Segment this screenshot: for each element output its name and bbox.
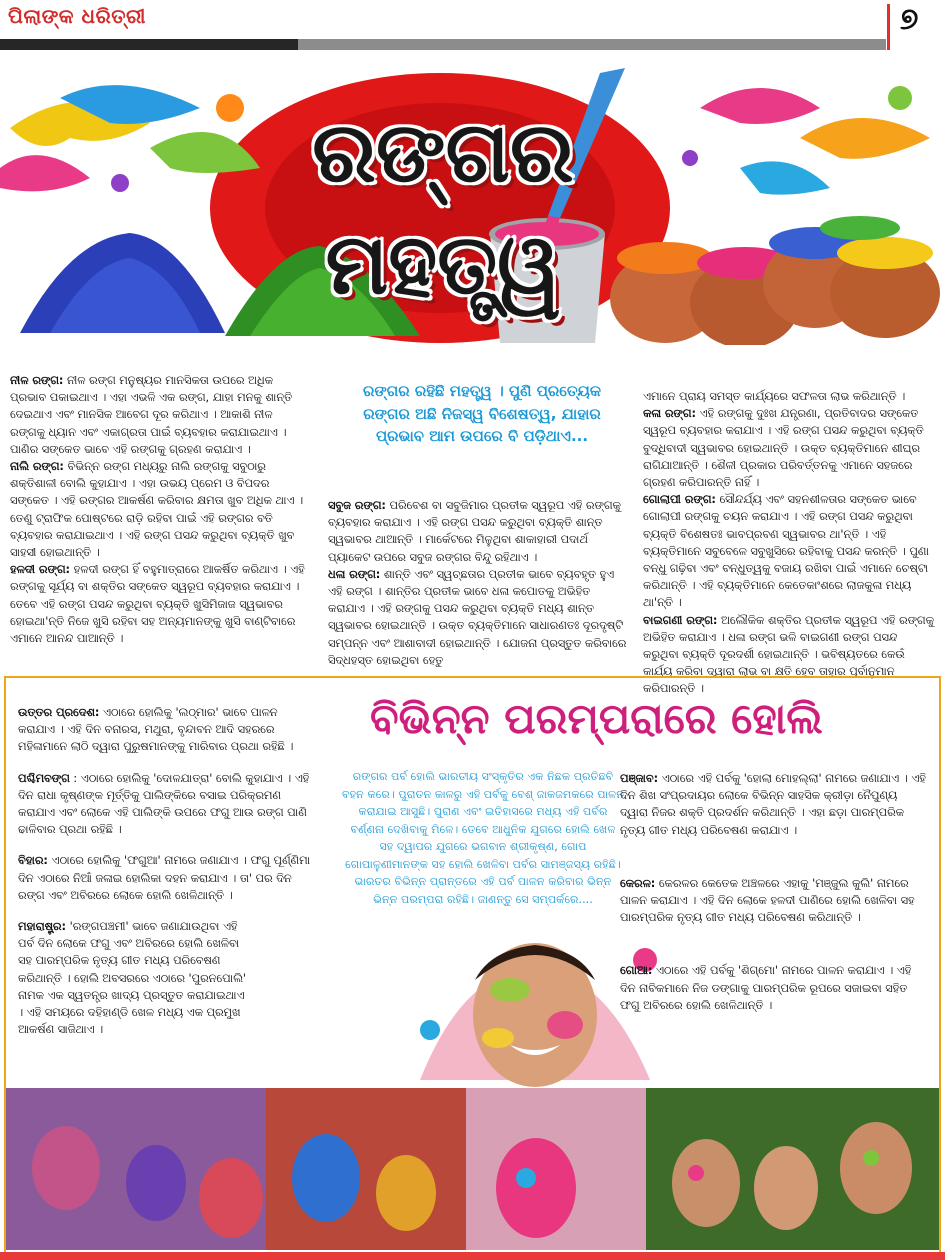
color-paragraph — [643, 388, 935, 405]
color-paragraph — [10, 561, 310, 647]
color-heading: କଳା ରଙ୍ଗ: — [643, 407, 696, 421]
region-heading: ବିହାର: — [18, 854, 48, 868]
color-heading: ସବୁଜ ରଙ୍ଗ: — [328, 499, 386, 512]
page-bottom-rule — [0, 1252, 945, 1260]
color-paragraph — [643, 405, 935, 491]
holi-intro: ରଙ୍ଗର ପର୍ବ ହୋଲି ଭାରତୀୟ ସଂସ୍କୃତିର ଏକ ନିଛକ ପ୍ରତିଛବି ବହନ କରେ। ପୁରାତନ କାଳରୁ ଏହି ପର୍ବକୁ ବେଶ୍ ଜାକଜମକରେ ପାଳନ କରାଯାଇ ଆସୁଛି। ପୁରାଣ ଏବଂ ଇତିହାସରେ ମଧ୍ୟ ଏହି ପର୍ବର ବର୍ଣ୍ଣନା ଦେଖିବାକୁ ମିଳେ। ତେବେ ଆଧୁନିକ ଯୁଗରେ ହୋଲି ଖେଳ ସହ ଦ୍ୱାପର ଯୁଗରେ ଭଗବାନ ଶ୍ରୀକୃଷ୍ଣ, ଗୋପ ଗୋପାଳୁଣୀମାନଙ୍କ ସହ ହୋଲି ଖେଳିବା ପର୍ବର ସାମଞ୍ଜସ୍ୟ ରହିଛି। ଭାରତର ବିଭିନ୍ନ ପ୍ରାନ୍ତରେ ଏହି ପର୍ବ ପାଳନ କରିବାର ଭିନ୍ନ ଭିନ୍ନ ପରମ୍ପରା ରହିଛି। ଜାଣନ୍ତୁ ସେ ସମ୍ପର୍କରେ.... — [342, 770, 624, 906]
holi-paragraph — [620, 875, 926, 927]
region-heading: ମହାରାଷ୍ଟ୍ର: — [18, 920, 67, 934]
holi-column-left — [18, 704, 318, 1038]
holi-column-right — [620, 770, 926, 1014]
color-heading: ଗୋଲାପୀ ରଙ୍ଗ: — [643, 493, 716, 507]
region-text: ଏଠାରେ ଏହି ପର୍ବକୁ 'ହୋଲା ମୋହଲ୍ଲା' ନାମରେ ଜଣାଯାଏ । ଏହି ଦିନ ଶିଖ ସଂପ୍ରଦାୟର ଲୋକେ ବିଭିନ୍ନ ସାହସିକ କ୍ରୀଡ଼ା ନୈପୁଣ୍ୟ ଦ୍ୱାରା ନିଜର ଶକ୍ତି ପ୍ରଦର୍ଶନ କରିଥାନ୍ତି । ଏହା ଛଡ଼ା ପାରମ୍ପରିକ ନୃତ୍ୟ ଗୀତ ମଧ୍ୟ ପରିବେଷଣ କରାଯାଏ । — [620, 772, 926, 837]
color-text: ବିଭିନ୍ନ ରଙ୍ଗ ମଧ୍ୟରୁ ନାଲି ରଙ୍ଗକୁ ସବୁଠାରୁ ଶକ୍ତିଶାଳୀ ବୋଲି କୁହାଯାଏ । ଏହା ଉଭୟ ପ୍ରେମ ଓ ବିପଦର ସଙ୍କେତ । ଏହି ରଙ୍ଗର ଆକର୍ଷଣ କରିବାର କ୍ଷମତା ଖୁବ ଅଧିକ ଥାଏ । ତେଣୁ ଟ୍ରାଫିକ ପୋଷ୍ଟରେ ରାଡ଼ି ରହିବା ପାଇଁ ଏହି ରଙ୍ଗର ବତି ବ୍ୟବହାର କରାଯାଇଥାଏ । ଏହି ରଙ୍ଗ ପସନ୍ଦ କରୁଥିବା ବ୍ୟକ୍ତି ଖୁବ ସାହସୀ ହୋଇଥାନ୍ତି । — [10, 460, 304, 560]
banner-title-line-2: ମହତ୍ତ୍ୱ — [325, 215, 561, 313]
color-paragraph — [643, 491, 935, 611]
banner-image — [0, 68, 945, 345]
colors-column-right — [643, 388, 935, 698]
region-heading: ପଞ୍ଜାବ: — [620, 772, 659, 785]
masthead — [0, 0, 945, 52]
banner-title — [293, 96, 593, 320]
color-text: ଏହି ରଙ୍ଗକୁ ଦୁଃଖ ଯନ୍ତ୍ରଣା, ପ୍ରତିବାଦର ସଙ୍କେତ ସ୍ୱରୂପ ବ୍ୟବହାର କରାଯାଏ । ଏହି ରଙ୍ଗ ପସନ୍ଦ କରୁଥିବା ବ୍ୟକ୍ତି ବୁଦ୍ଧିବାଦୀ ସ୍ୱଭାବର ହୋଇଥାନ୍ତି । ଉକ୍ତ ବ୍ୟକ୍ତିମାନେ ଶୀଘ୍ର ରାଗିଯାଆନ୍ତି । ଶୈଳୀ ପ୍ରକାର ପରିବର୍ତ୍ତନକୁ ଏମାନେ ସହଜରେ ଗ୍ରହଣ କରିପାରନ୍ତି ନାହିଁ । — [643, 407, 924, 490]
pull-quote: ରଙ୍ଗର ରହିଛି ମହତ୍ତ୍ୱ । ପୁଣି ପ୍ରତ୍ୟେକ ରଙ୍ଗର ଅଛି ନିଜସ୍ୱ ବିଶେଷତ୍ୱ, ଯାହାର ପ୍ରଭାବ ଆମ ଉପରେ ବି ପଡ଼ିଥାଏ... — [363, 382, 601, 445]
color-heading: ଧଳା ରଙ୍ଗ: — [328, 567, 381, 581]
holi-paragraph — [18, 918, 248, 1038]
color-paragraph — [10, 372, 310, 458]
color-text: ହଳଦୀ ରଙ୍ଗ ହିଁ ବହୁମାତ୍ରାରେ ଆକର୍ଷିତ କରିଥାଏ । ଏହି ରଙ୍ଗକୁ ସୂର୍ଯ୍ୟ ବା ଶକ୍ତିର ସଙ୍କେତ ସ୍ୱରୂପ ବ୍ୟବହାର କରାଯାଏ । ତେବେ ଏହି ରଙ୍ଗ ପସନ୍ଦ କରୁଥିବା ବ୍ୟକ୍ତି ଖୁସିମିଜାଜ ସ୍ୱଭାବର ହୋଇଥା'ନ୍ତି ନିଜେ ଖୁସି ରହିବା ସହ ଅନ୍ୟମାନଙ୍କୁ ଖୁସି ବାଣ୍ଟିବାରେ ଏମାନେ ଆନନ୍ଦ ପାଆନ୍ତି । — [10, 563, 305, 646]
region-heading: ପଶ୍ଚିମବଙ୍ଗ — [18, 771, 70, 785]
color-text: ସୌନ୍ଦର୍ଯ୍ୟ ଏବଂ ସହନଶୀଳତାର ସଙ୍କେତ ଭାବେ ଗୋଲାପୀ ରଙ୍ଗକୁ ଚୟନ କରାଯାଏ । ଏହି ରଙ୍ଗ ପସନ୍ଦ କରୁଥିବା ବ୍ୟକ୍ତି ବିଶେଷତଃ ଭାବପ୍ରବଣ ସ୍ୱଭାବର ଥା'ନ୍ତି । ଏହି ବ୍ୟକ୍ତିମାନେ ସବୁବେଳେ ସବୁଖୁସିରେ ରହିବାକୁ ପସନ୍ଦ କରନ୍ତି । ପୁଣା ବନ୍ଧୁ ଗଢ଼ିବା ଏବଂ ବନ୍ଧୁତ୍ୱକୁ ବଜାୟ ରଖିବା ପାଇଁ ଏମାନେ ଚେଷ୍ଟା କରିଥାନ୍ତି । ଏହି ବ୍ୟକ୍ତିମାନେ କେତେକାଂଶରେ ଲାଜକୁଳା ମଧ୍ୟ ଥା'ନ୍ତି । — [643, 493, 929, 610]
holi-crowd-photo — [6, 1088, 939, 1250]
color-heading: ନୀଳ ରଙ୍ଗ: — [10, 374, 64, 387]
masthead-bar-dark — [0, 39, 298, 50]
page-number: ୭ — [900, 2, 919, 37]
masthead-divider — [887, 4, 890, 50]
color-text: ଅଲୌକିକ ଶକ୍ତିର ପ୍ରତୀକ ସ୍ୱରୂପ ଏହି ରଙ୍ଗକୁ ଅଭିହିତ କରାଯାଏ । ଧଳା ରଙ୍ଗ ଭଳି ବାଇଗଣୀ ରଙ୍ଗ ପସନ୍ଦ କରୁଥିବା ବ୍ୟକ୍ତି ଦୂରଦର୍ଶୀ ହୋଇଥାନ୍ତି । ଭବିଷ୍ୟତରେ କେଉଁ କାର୍ଯ୍ୟ କରିବା ଦ୍ୱାରା ଲାଭ ବା କ୍ଷତି ହେବ ତାହାର ପୂର୍ବାନୁମାନ କରିପାରନ୍ତି । — [643, 613, 934, 696]
banner-title-line-1: ରଙ୍ଗର — [312, 103, 574, 201]
region-text: କେରଳର କେତେକ ଅଞ୍ଚଳରେ ଏହାକୁ 'ମଞ୍ଜୁଲ କୁଲି' ନାମରେ ପାଳନ କରାଯାଏ । ଏହି ଦିନ ଲୋକେ ହଳଦୀ ପାଣିରେ ହୋଲି ଖେଳିବା ସହ ପାରମ୍ପରିକ ନୃତ୍ୟ ଗୀତ ମଧ୍ୟ ପରିବେଷଣ କରିଥାନ୍ତି । — [620, 876, 915, 925]
holi-paragraph — [620, 962, 926, 1014]
region-text: : ଏଠାରେ ହୋଲିକୁ 'ଦୋଳଯାତ୍ରା' ବୋଲି କୁହାଯାଏ । ଏହି ଦିନ ରାଧା କୃଷ୍ଣଙ୍କ ମୂର୍ତ୍ତିକୁ ପାଲିଙ୍କିରେ ବସାଇ ପରିକ୍ରମଣ କରାଯାଏ ଏବଂ ଲୋକେ ଏହି ପାଲିଙ୍କି ଉପରେ ଫଗୁ ଆଉ ରଙ୍ଗ ପାଣି ଢାଳିବାର ପ୍ରଥା ରହିଛି । — [18, 771, 310, 837]
color-text: ନୀଳ ରଙ୍ଗ ମନୁଷ୍ୟର ମାନସିକତା ଉପରେ ଅଧିକ ପ୍ରଭାବ ପକାଇଥାଏ । ଏହା ଏଭଳି ଏକ ରଙ୍ଗ, ଯାହା ମନକୁ ଶାନ୍ତି ଦେଇଥାଏ ଏବଂ ମାନସିକ ଆବେଗ ଦୂର କରିଥାଏ । ଆକାଶି ନୀଳ ରଙ୍ଗକୁ ଧ୍ୟାନ ଏବଂ ଏକାଗ୍ରତା ପାଇଁ ବ୍ୟବହାର କରାଯାଇଥାଏ । ପାଣିର ସଙ୍କେତ ଭାବେ ଏହି ରଙ୍ଗକୁ ଗ୍ରହଣ କରାଯାଏ । — [10, 374, 293, 456]
color-heading: ବାଇଗଣୀ ରଙ୍ଗ: — [643, 613, 718, 627]
holi-paragraph — [620, 770, 926, 839]
region-heading: ଗୋଆ: — [620, 964, 653, 978]
holi-section-title: ବିଭିନ୍ନ ପରମ୍ପରାରେ ହୋଲି — [370, 694, 823, 743]
color-paragraph — [328, 497, 628, 566]
color-text: ଏମାନେ ପ୍ରାୟ ସମସ୍ତ କାର୍ଯ୍ୟରେ ସଫଳତା ଲାଭ କରିଥାନ୍ତି । — [643, 390, 906, 403]
holi-paragraph — [18, 852, 318, 904]
color-heading: ନାଲି ରଙ୍ଗ: — [10, 460, 64, 474]
region-text: 'ରଙ୍ଗପଞ୍ଚମୀ' ଭାବେ ଜଣାଯାଉଥିବା ଏହି ପର୍ବ ଦିନ ଲୋକେ ଫଗୁ ଏବଂ ଅବିରରେ ହୋଲି ଖେଳିବା ସହ ପାରମ୍ପରିକ ନୃତ୍ୟ ଗୀତ ମଧ୍ୟ ପରିବେଷଣ କରିଥାନ୍ତି । ହୋଲି ଅବସରରେ ଏଠାରେ 'ପୁରନପୋଲି' ନାମକ ଏକ ସ୍ୱତନ୍ତ୍ର ଖାଦ୍ୟ ପ୍ରସ୍ତୁତ କରାଯାଇଥାଏ । ଏହି ସମୟରେ ଦହିହାଣ୍ଡି ଖେଳ ମଧ୍ୟ ଏକ ପ୍ରମୁଖ ଆକର୍ଷଣ ସାଜିଥାଏ । — [18, 920, 247, 1037]
colors-column-left — [10, 372, 310, 647]
masthead-logo: ପିଲାଙ୍କ ଧରିତ୍ରୀ — [8, 4, 147, 28]
color-paragraph — [328, 566, 628, 669]
region-heading: କେରଳ: — [620, 876, 656, 890]
color-paragraph — [10, 458, 310, 561]
colors-column-middle — [328, 497, 628, 669]
color-text: ଶାନ୍ତି ଏବଂ ସ୍ୱଚ୍ଛତାର ପ୍ରତୀକ ଭାବେ ବ୍ୟବହୃତ ହୁଏ ଏହି ରଙ୍ଗ । ଶାନ୍ତିର ପ୍ରତୀକ ଭାବେ ଧଳା କପୋତକୁ ଅଭିହିତ କରାଯାଏ । ଏହି ରଙ୍ଗକୁ ପସନ୍ଦ କରୁଥିବା ବ୍ୟକ୍ତି ମଧ୍ୟ ଶାନ୍ତ ସ୍ୱଭାବର ହୋଇଥାନ୍ତି । ଉକ୍ତ ବ୍ୟକ୍ତିମାନେ ସାଧାରଣତଃ ଦୂରଦୃଷ୍ଟି ସମ୍ପନ୍ନ ଏବଂ ଆଶାବାଦୀ ହୋଇଥାନ୍ତି । ଯୋଜନା ପ୍ରସ୍ତୁତ କରିବାରେ ସିଦ୍ଧହସ୍ତ ହୋଇଥିବା ହେତୁ — [328, 567, 627, 667]
color-text: ପରିବେଶ ବା ସବୁଜିମାର ପ୍ରତୀକ ସ୍ୱରୂପ ଏହି ରଙ୍ଗକୁ ବ୍ୟବହାର କରାଯାଏ । ଏହି ରଙ୍ଗ ପସନ୍ଦ କରୁଥିବା ବ୍ୟକ୍ତି ଶାନ୍ତ ସ୍ୱଭାବର ଥାଆନ୍ତି । ମାର୍କେଟରେ ମିଳୁଥିବା ଶାକାହାରୀ ପଦାର୍ଥ ପ୍ୟାକେଟ ଉପରେ ସବୁଜ ରଙ୍ଗର ବିନ୍ଦୁ ରହିଥାଏ । — [328, 499, 621, 564]
region-text: ଏଠାରେ ହୋଲିକୁ 'ଲଠ୍‌ମାର' ଭାବେ ପାଳନ କରାଯାଏ । ଏହି ଦିନ ବନାରସ, ମଥୁରା, ବୃନ୍ଦାବନ ଆଦି ସହରରେ ମହିଳାମାନେ ଲାଠି ଦ୍ୱାରା ପୁରୁଷମାନଙ୍କୁ ମାରିବାର ପ୍ରଥା ରହିଛି । — [18, 706, 294, 754]
region-heading: ଉତ୍ତର ପ୍ରଦେଶ: — [18, 706, 100, 719]
masthead-bar-gray — [298, 39, 886, 50]
region-text: ଏଠାରେ ହୋଲିକୁ 'ଫଗୁଆ' ନାମରେ ଜଣାଯାଏ । ଫଗୁ ପୂର୍ଣ୍ଣିମା ଦିନ ଏଠାରେ ନିଆଁ ଜଳାଇ ହୋଲିକା ଦହନ କରାଯାଏ । ତା' ପର ଦିନ ରଙ୍ଗ ଏବଂ ଅବିରରେ ଲୋକେ ହୋଲି ଖେଳିଥାନ୍ତି । — [18, 854, 311, 902]
holi-paragraph — [18, 770, 318, 839]
color-heading: ହଳଦୀ ରଙ୍ଗ: — [10, 563, 71, 577]
holi-paragraph — [18, 704, 318, 756]
region-text: ଏଠାରେ ଏହି ପର୍ବକୁ 'ଶିଗ୍‌ମୋ' ନାମରେ ପାଳନ କରାଯାଏ । ଏହି ଦିନ ନାବିକମାନେ ନିଜ ଡଙ୍ଗାକୁ ପାରମ୍ପରିକ ରୂପରେ ସଜାଇବା ସହିତ ଫଗୁ ଅବିରରେ ହୋଲି ଖେଳିଥାନ୍ତି । — [620, 964, 912, 1012]
